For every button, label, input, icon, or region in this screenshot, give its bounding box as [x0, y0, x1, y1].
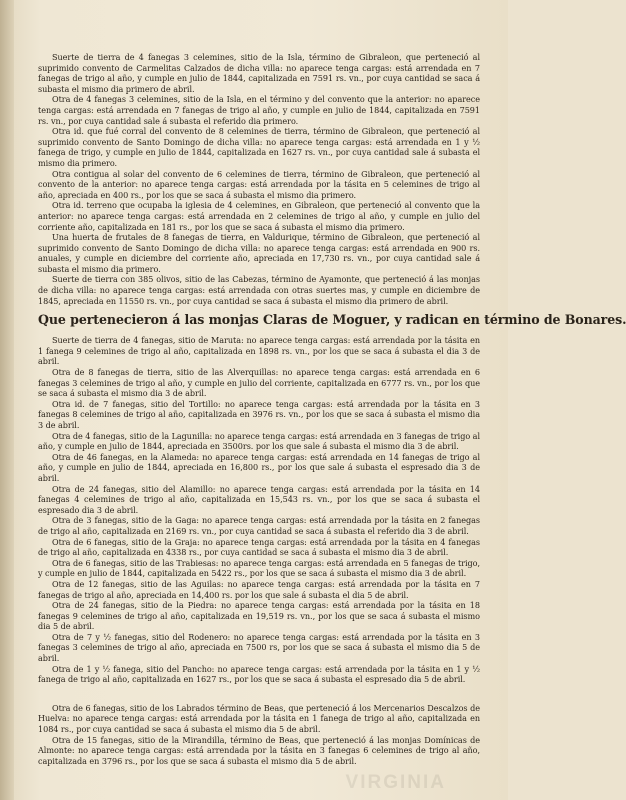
library-watermark-stamp: VIRGINIA: [345, 772, 446, 793]
paragraph: Suerte de tierra con 385 olivos, sitio de las Cabezas, término de Ayamonte, que perteneció á las monjas de dicha villa: no aparece tenga cargas: está arrendada con otras suertes mas, y cumple en diciembre de 1845, apreciada en 11550 rs. vn., por cuya cantidad se saca á subasta el mismo dia primero de abril.: [38, 274, 480, 306]
paragraph: Otra id. que fué corral del convento de 8 celemines de tierra, término de Gibraleon, que perteneció al suprimido convento de Santo Domingo de dicha villa: no aparece tenga cargas: está arrendada en 1 y ½ fanega de trigo, y cumple en julio de 1844, capitalizada en 1627 rs. vn., por cuya cantidad sale á subasta el mismo dia primero.: [38, 126, 480, 168]
paragraph: Otra de 15 fanegas, sitio de la Mirandilla, término de Beas, que perteneció á las monjas Domínicas de Almonte: no aparece tenga cargas: está arrendada por la tásita en 3 fanegas 6 celemines de trigo al año, capitalizada en 3796 rs., por los que se saca á subasta el mismo dia 5 de abril.: [38, 734, 480, 766]
paragraph: Otra de 24 fanegas, sitio del Alamillo: no aparece tenga cargas: está arrendada por la tásita en 14 fanegas 4 celemines de trigo al año, capitalizada en 15,543 rs. vn., por los que se saca á subasta el espresado dia 3 de abril.: [38, 483, 480, 515]
paragraph: Otra de 7 y ½ fanegas, sitio del Rodenero: no aparece tenga cargas: está arrendada por la tásita en 3 fanegas 3 celemines de trigo al año, apreciada en 7500 rs, por los que se saca á subasta el mismo dia 5 de abril.: [38, 631, 480, 664]
paragraph: Suerte de tierra de 4 fanegas, sitio de Maruta: no aparece tenga cargas: está arrendada por la tásita en 1 fanega 9 celemines de trigo al año, capitalizada en 1898 rs. vn., por los que se saca á subasta el dia 3 de abril.: [38, 335, 480, 367]
paragraph: Otra de 12 fanegas, sitio de las Aguilas: no aparece tenga cargas: está arrendada por la tásita en 7 fanegas de trigo al año, apreciada en 14,400 rs. por los que sale á subasta el dia 5 de abril.: [38, 578, 480, 600]
paragraph: Una huerta de frutales de 8 fanegas de tierra, en Valdurique, término de Gibraleon, que perteneció al suprimido convento de Santo Domingo de dicha villa: no aparece tenga cargas: está arrendada en 900 rs. anuales, y cumple en diciembre del corriente año, apreciada en 17,730 rs. vn., por cuya cantidad sale á subasta el mismo dia primero.: [38, 232, 480, 274]
paragraph: Otra de 6 fanegas, sitio de la Graja: no aparece tenga cargas: está arrendada por la tásita en 4 fanegas de trigo al año, capitalizada en 4338 rs., por cuya cantidad se saca á subasta el mismo dia 3 de abril.: [38, 536, 480, 558]
paragraph: Otra de 24 fanegas, sitio de la Piedra: no aparece tenga cargas: está arrendada por la tásita en 18 fanegas 9 celemines de trigo al año, capitalizada en 19,519 rs. vn., por los que se saca á subasta el mismo dia 5 de abril.: [38, 600, 480, 632]
section-gap: [38, 685, 480, 703]
paragraph: Otra id. de 7 fanegas, sitio del Tortillo: no aparece tenga cargas: está arrendada por la tásita en 3 fanegas 8 celemines de trigo al año, capitalizada en 3976 rs. vn., por los que se saca á subasta el mismo dia 3 de abril.: [38, 398, 480, 430]
paragraph: Otra de 3 fanegas, sitio de la Gaga: no aparece tenga cargas: está arrendada por la tásita en 2 fanegas de trigo al año, capitalizada en 2169 rs. vn., por cuya cantidad se saca á subasta el referido dia 3 de abril.: [38, 515, 480, 536]
section-bonares: [38, 335, 480, 685]
paragraph: Otra id. terreno que ocupaba la iglesia de 4 celemines, en Gibraleon, que perteneció al convento que la anterior: no aparece tenga cargas: está arrendada en 2 celemines de trigo al año, y cumple en julio del corriente año, capitalizada en 181 rs., por los que se saca á subasta el mismo dia primero.: [38, 200, 480, 232]
paragraph: Otra de 4 fanegas, sitio de la Lagunilla: no aparece tenga cargas: está arrendada en 3 fanegas de trigo al año, y cumple en julio de 1844, apreciada en 3500rs. por los que sale á subasta el mismo dia 3 de abril.: [38, 430, 480, 452]
section-beas: [38, 703, 480, 767]
paragraph: Suerte de tierra de 4 fanegas 3 celemines, sitio de la Isla, término de Gibraleon, que perteneció al suprimido convento de Carmelitas Calzados de dicha villa: no aparece tenga cargas: está arrendada en 7 fanegas de trigo al año, y cumple en julio de 1844, capitalizada en 7591 rs. vn., por cuya cantidad se saca á subasta el mismo dia primero de abril.: [38, 52, 480, 94]
paragraph: Otra contigua al solar del convento de 6 celemines de tierra, término de Gibraleon, que perteneció al convento de la anterior: no aparece tenga cargas: está arrendada por la tásita en 5 celemines de trigo al año, apreciada en 400 rs., por los que se saca á subasta el mismo dia primero.: [38, 168, 480, 200]
page-binding-edge: [0, 0, 14, 800]
paragraph: Otra de 1 y ½ fanega, sitio del Pancho: no aparece tenga cargas: está arrendada por la tásita en 1 y ½ fanega de trigo al año, capitalizada en 1627 rs., por los que se saca á subasta el espresado dia 5 de abril.: [38, 663, 480, 685]
paragraph: Otra de 46 fanegas, en la Alameda: no aparece tenga cargas: está arrendada en 14 fanegas de trigo al año, y cumple en julio de 1844, apreciada en 16,800 rs., por los que sale á subasta el espresado dia 3 de abril.: [38, 451, 480, 483]
section-gibraleon-ayamonte: [38, 52, 480, 306]
paragraph: Otra de 6 fanegas, sitio de los Labrados término de Beas, que perteneció á los Mercenarios Descalzos de Huelva: no aparece tenga cargas: está arrendada por la tásita en 1 fanega de trigo al año, capitalizada en 1084 rs., por cuya cantidad se saca á subasta el mismo dia 5 de abril.: [38, 702, 480, 735]
paragraph: Otra de 4 fanegas 3 celemines, sitio de la Isla, en el término y del convento que la anterior: no aparece tenga cargas: está arrendada en 7 fanegas de trigo al año, y cumple en julio de 1844, capitalizada en 7591 rs. vn., por cuya cantidad sale á subasta el referido dia primero.: [38, 94, 480, 126]
section-heading: Que pertenecieron á las monjas Claras de Moguer, y radican en término de Bonares.: [38, 312, 626, 328]
paragraph: Otra de 8 fanegas de tierra, sitio de las Alverquillas: no aparece tenga cargas: está arrendada en 6 fanegas 3 celemines de trigo al año, y cumple en julio del corriente, capitalizada en 6777 rs. vn., por los que se saca á subasta el mismo dia 3 de abril.: [38, 367, 480, 399]
paragraph: Otra de 6 fanegas, sitio de las Trabiesas: no aparece tenga cargas: está arrendada en 5 fanegas de trigo, y cumple en julio de 1844, capitalizada en 5422 rs., por los que se saca á subasta el mismo dia 3 de abril.: [38, 557, 480, 579]
